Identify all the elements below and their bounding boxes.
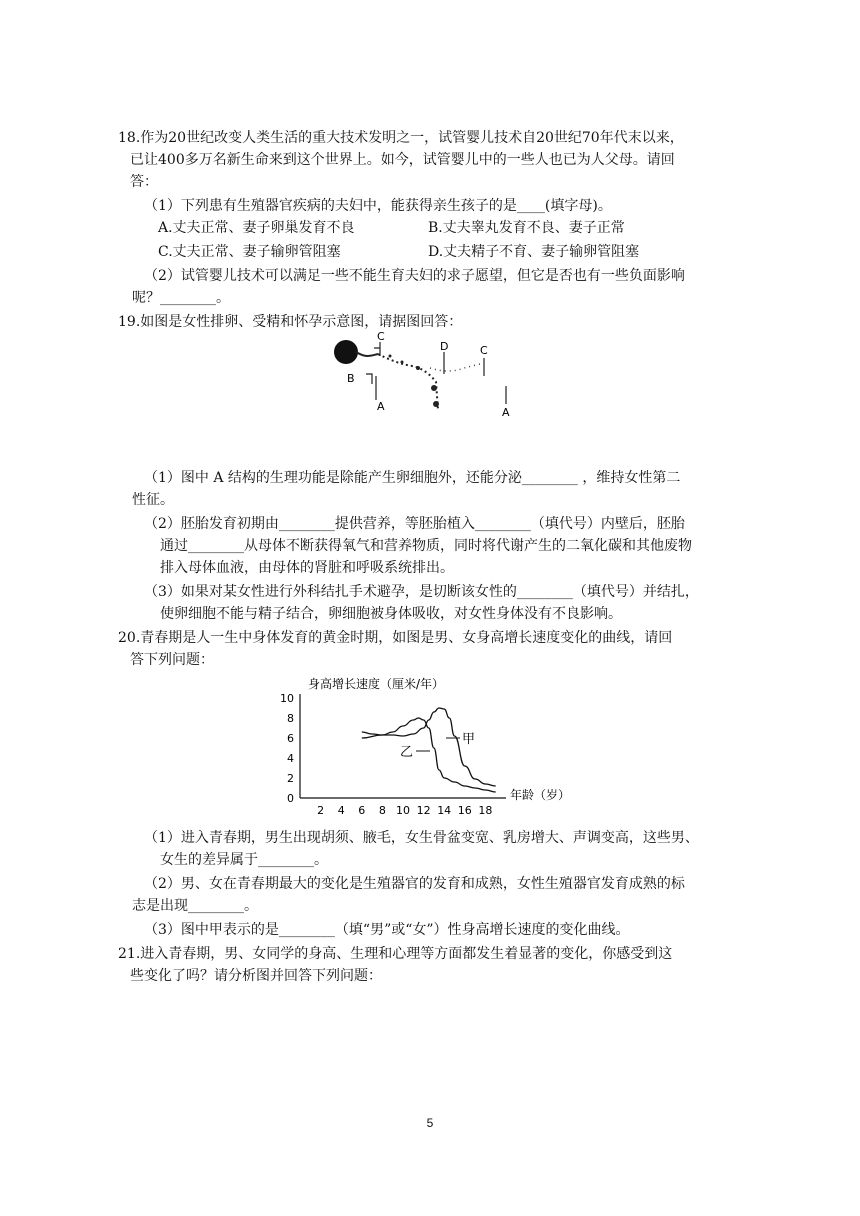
q20-sub1-line1: （1）进入青春期，男生出现胡须、腋毛，女生骨盆变宽、乳房增大、声调变高，这些男、 [144, 830, 699, 846]
y-tick-label: 6 [287, 732, 294, 745]
oviduct-path [378, 354, 438, 410]
q19-sub2-line2: 通过________从母体不断获得氧气和营养物质，同时将代谢产生的二氧化碳和其他废物 [160, 538, 692, 554]
q18-sub2-line2: 呢？________。 [132, 290, 230, 306]
label-c-left: C [377, 330, 385, 343]
q18-option-c: C.丈夫正常、妻子输卵管阻塞 [158, 244, 341, 260]
label-b: B [347, 372, 355, 385]
x-tick-label: 12 [416, 804, 431, 817]
x-tick-label: 18 [478, 804, 493, 817]
page-number: 5 [426, 1116, 434, 1130]
y-tick-label: 0 [287, 792, 294, 805]
series-label-jia: 甲 [462, 732, 476, 747]
q18-stem-line2: 已让400多万名新生命来到这个世界上。如今，试管婴儿中的一些人也已为人父母。请回 [130, 152, 675, 168]
y-tick-label: 4 [287, 752, 294, 765]
q19-sub2-line1: （2）胚胎发育初期由________提供营养，等胚胎植入________（填代号）内壁后，胚胎 [144, 516, 685, 532]
q19-sub1-line2: 性征。 [132, 492, 174, 508]
q18-option-b: B.丈夫睾丸发育不良、妻子正常 [428, 220, 625, 236]
x-tick-label: 4 [337, 804, 345, 817]
q20-stem-line1: 20.青春期是人一生中身体发育的黄金时期，如图是男、女身高增长速度变化的曲线，请回 [118, 630, 673, 646]
q20-sub2-line2: 志是出现________。 [132, 898, 258, 914]
q18-sub2-line1: （2）试管婴儿技术可以满足一些不能生育夫妇的求子愿望，但它是否也有一些负面影响 [144, 268, 685, 284]
q19-stem: 19.如图是女性排卵、受精和怀孕示意图，请据图回答： [118, 314, 463, 330]
label-a-left: A [377, 400, 385, 413]
q21-stem-line1: 21.进入青春期，男、女同学的身高、生理和心理等方面都发生着显著的变化，你感受到这 [118, 946, 673, 962]
series-label-yi: 乙 [400, 745, 414, 760]
chart-ylabel: 身高增长速度（厘米/年） [308, 677, 445, 691]
y-tick-label: 8 [287, 712, 294, 725]
x-tick-label: 6 [358, 804, 366, 817]
q18-option-d: D.丈夫精子不育、妻子输卵管阻塞 [428, 244, 640, 260]
q18-option-a: A.丈夫正常、妻子卵巢发育不良 [158, 220, 355, 236]
q19-sub2-line3: 排入母体血液，由母体的肾脏和呼吸系统排出。 [160, 560, 454, 576]
label-d: D [440, 340, 449, 353]
height-growth-chart [270, 672, 590, 820]
ovary-shape [334, 340, 358, 364]
q19-sub3-line1: （3）如果对某女性进行外科结扎手术避孕，是切断该女性的________（填代号）并结扎， [144, 584, 699, 600]
x-tick-label: 2 [317, 804, 325, 817]
q18-stem-line3: 答： [130, 174, 158, 190]
q18-sub1: （1）下列患有生殖器官疾病的夫妇中，能获得亲生孩子的是____(填字母)。 [144, 198, 612, 214]
q20-sub2-line1: （2）男、女在青春期最大的变化是生殖器官的发育和成熟，女性生殖器官发育成熟的标 [144, 876, 685, 892]
label-c-right: C [480, 344, 488, 357]
q21-stem-line2: 些变化了吗？请分析图并回答下列问题： [130, 968, 382, 984]
label-a-right: A [502, 406, 510, 419]
q20-sub3: （3）图中甲表示的是________（填“男”或“女”）性身高增长速度的变化曲线。 [144, 922, 630, 938]
y-tick-label: 2 [287, 772, 294, 785]
x-tick-label: 10 [396, 804, 410, 817]
x-tick-label: 16 [457, 804, 472, 817]
reproduction-diagram [330, 328, 530, 424]
series-line-jia [362, 708, 496, 786]
x-tick-label: 14 [437, 804, 452, 817]
y-tick-label: 10 [280, 692, 294, 705]
q19-sub3-line2: 使卵细胞不能与精子结合，卵细胞被身体吸收，对女性身体没有不良影响。 [160, 606, 622, 622]
series-line-yi [362, 718, 496, 792]
q19-sub1-line1: （1）图中 A 结构的生理功能是除能产生卵细胞外，还能分泌________ ，维持女性第二 [144, 470, 681, 486]
q20-sub1-line2: 女生的差异属于________。 [160, 852, 328, 868]
q20-stem-line2: 答下列问题： [130, 652, 214, 668]
q18-stem-line1: 18.作为20世纪改变人类生活的重大技术发明之一，试管婴儿技术自20世纪70年代末以来， [118, 130, 684, 146]
chart-xlabel: 年龄（岁） [510, 788, 571, 802]
x-tick-label: 8 [378, 804, 386, 817]
